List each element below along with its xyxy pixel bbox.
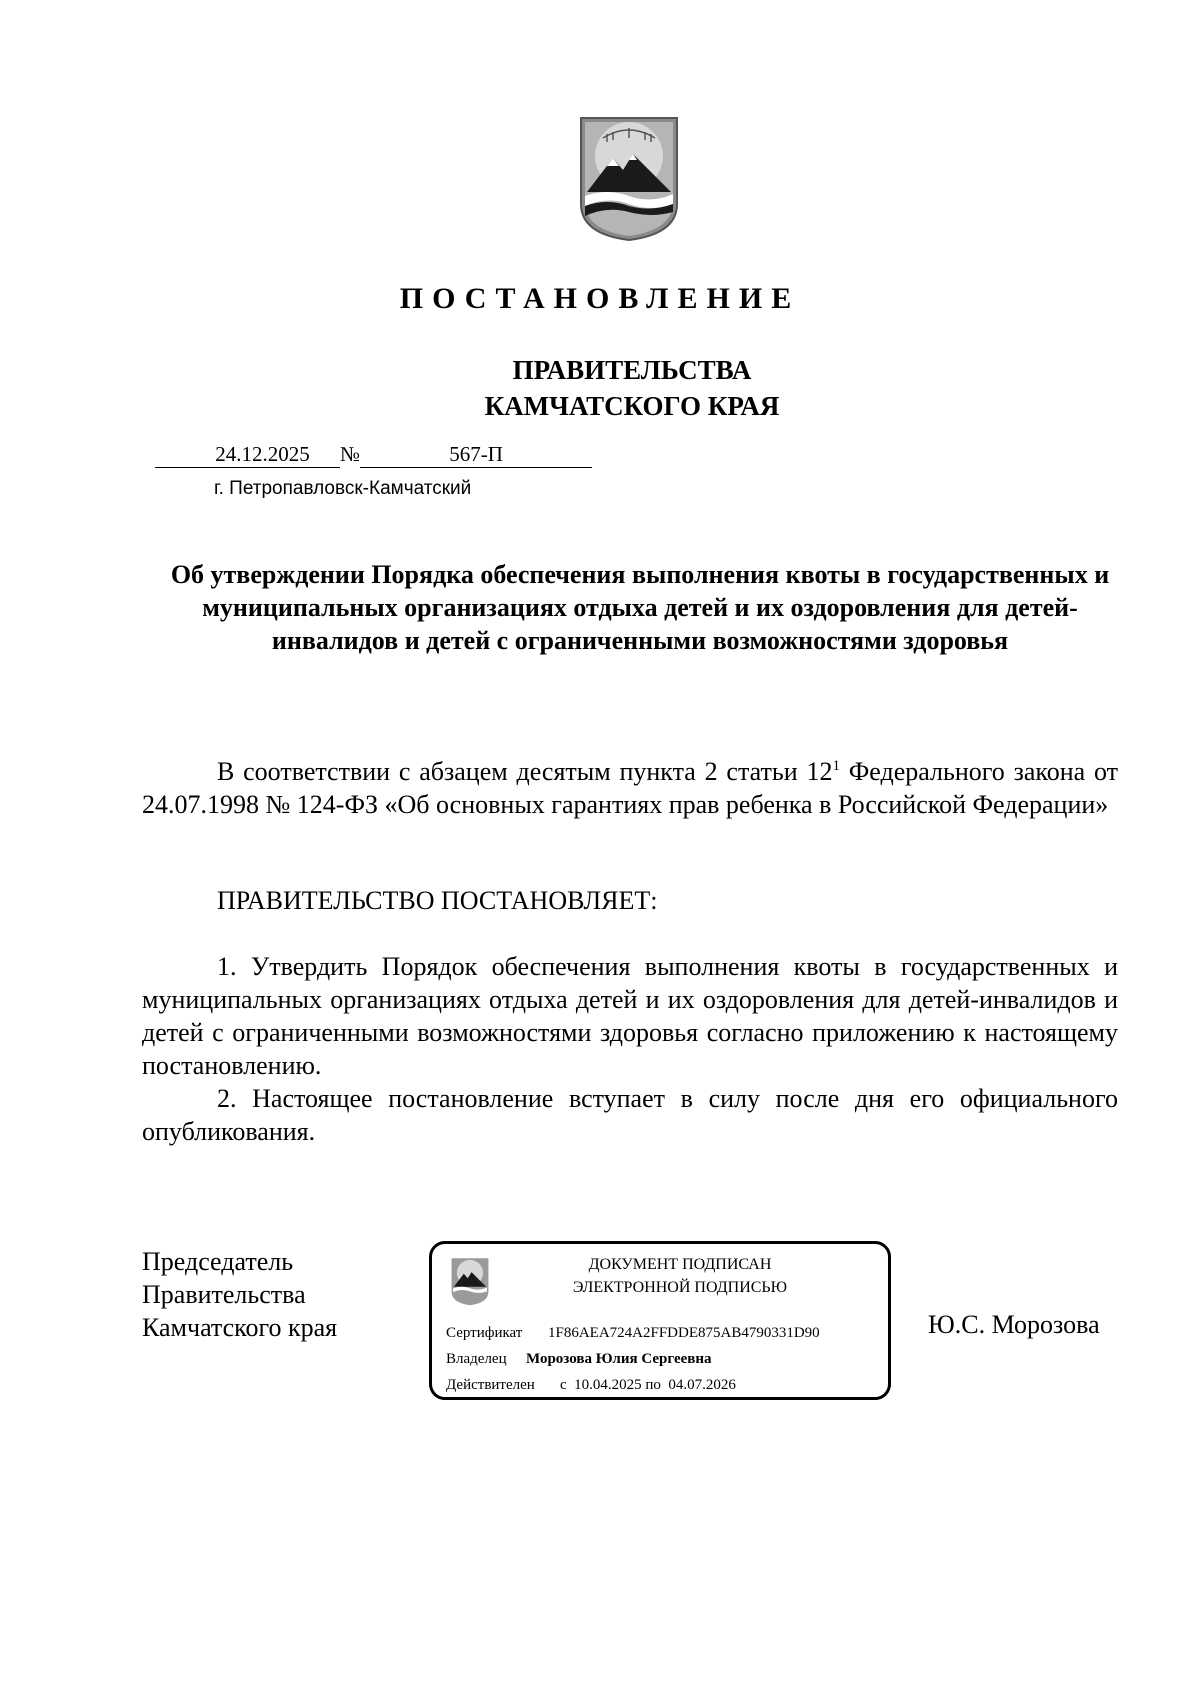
document-date: 24.12.2025 <box>155 442 340 468</box>
document-number: 567-П <box>360 442 592 468</box>
stamp-owner-row <box>446 1351 712 1368</box>
valid-value: с 10.04.2025 по 04.07.2026 <box>560 1377 736 1393</box>
preamble <box>142 755 1118 821</box>
preamble-paragraph <box>142 755 1118 821</box>
document-meta <box>155 442 592 468</box>
owner-label: Владелец <box>446 1351 507 1367</box>
decree-item: 2. Настоящее постановление вступает в силу после дня его официального опубликования. <box>142 1084 1118 1146</box>
issuer <box>0 352 1200 424</box>
decree-items <box>142 950 1118 1148</box>
preamble-text: В соответствии с абзацем десятым пункта 2 статьи 12 <box>217 757 833 786</box>
signer-position <box>142 1245 337 1344</box>
document-type: ПОСТАНОВЛЕНИЕ <box>399 282 801 315</box>
stamp-header: ЭЛЕКТРОННОЙ ПОДПИСЬЮ <box>572 1279 788 1296</box>
cert-value: 1F86AEA724A2FFDDE875AB4790331D90 <box>548 1325 820 1341</box>
coat-of-arms-icon <box>577 112 681 242</box>
valid-label: Действителен <box>446 1377 535 1393</box>
issuer-line: ПРАВИТЕЛЬСТВА <box>512 355 752 385</box>
decree-heading: ПРАВИТЕЛЬСТВО ПОСТАНОВЛЯЕТ: <box>217 886 658 915</box>
stamp-header: ДОКУМЕНТ ПОДПИСАН <box>588 1256 772 1273</box>
document-title: Об утверждении Порядка обеспечения выполнения квоты в государственных и муниципальных организациях отдыха детей и их оздоровления для детей-инвалидов и детей с ограниченными возможностями здоровья <box>170 560 1110 655</box>
stamp-cert-row <box>446 1325 820 1342</box>
signer-position-line: Председатель <box>142 1247 294 1276</box>
decree-item: 1. Утвердить Порядок обеспечения выполнения квоты в государственных и муниципальных организациях отдыха детей и их оздоровления для детей-инвалидов и детей с ограниченными возможностями здоровья согласно приложению к настоящему постановлению. <box>142 952 1118 1080</box>
electronic-signature-stamp <box>429 1241 891 1400</box>
signer-position-line: Правительства <box>142 1280 306 1309</box>
stamp-valid-row <box>446 1377 736 1394</box>
number-sign: № <box>340 442 361 466</box>
signer-position-line: Камчатского края <box>142 1313 338 1342</box>
owner-value: Морозова Юлия Сергеевна <box>526 1351 712 1367</box>
preamble-text-cont: Федерального закона от 24.07.1998 № 124-ФЗ «Об основных гарантиях прав ребенка в Российской Федерации» <box>142 757 1118 819</box>
superscript: 1 <box>832 758 840 774</box>
issuer-line: КАМЧАТСКОГО КРАЯ <box>484 391 780 421</box>
city: г. Петропавловск-Камчатский <box>214 478 472 499</box>
signer-name: Ю.С. Морозова <box>928 1310 1100 1339</box>
cert-label: Сертификат <box>446 1325 523 1341</box>
